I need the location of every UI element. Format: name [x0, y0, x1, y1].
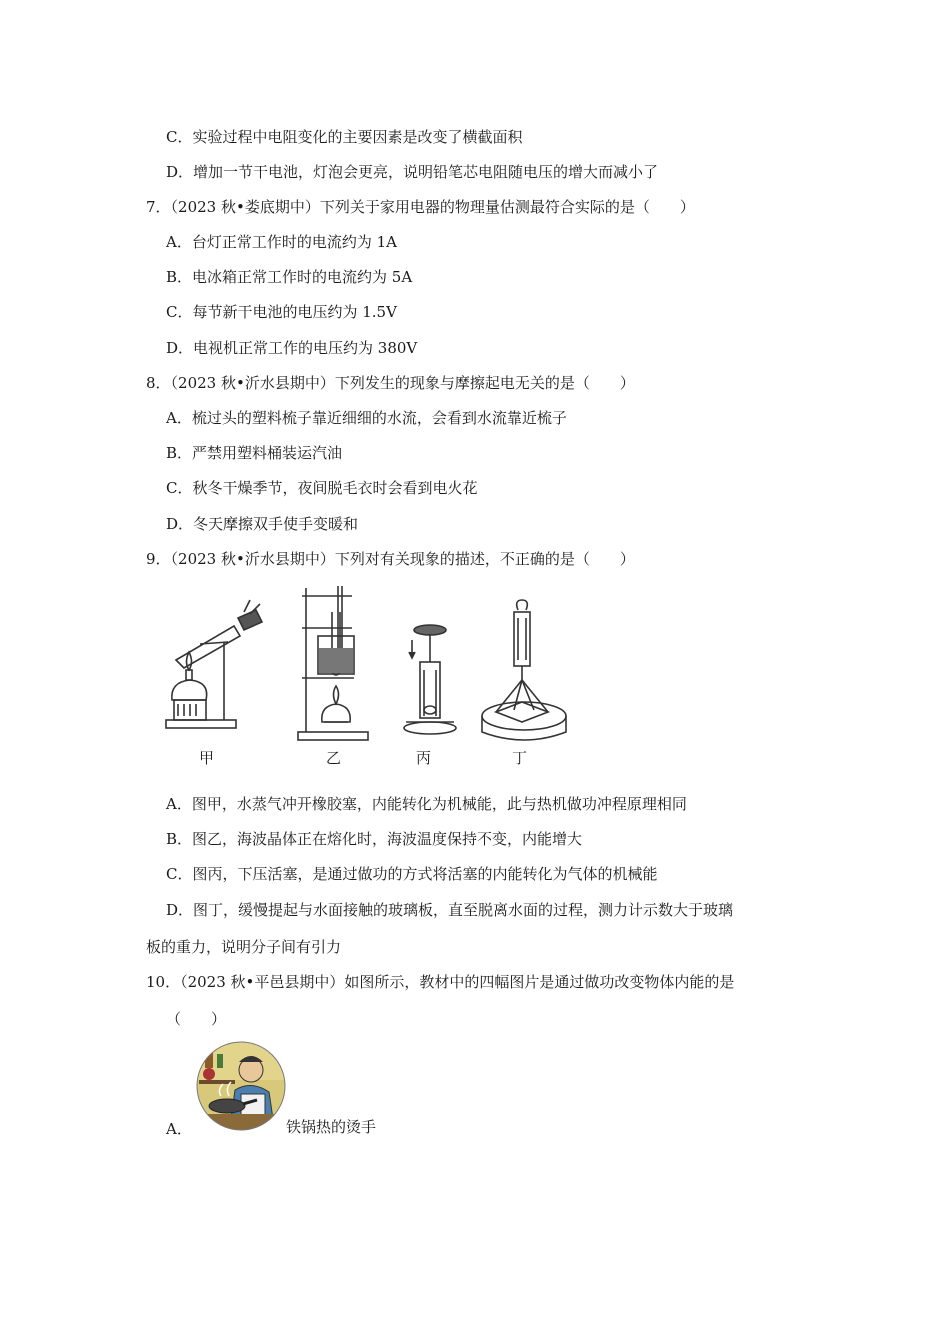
q9-option-b: B．图乙，海波晶体正在熔化时，海波温度保持不变，内能增大 — [166, 830, 583, 848]
q6-option-c: C．实验过程中电阻变化的主要因素是改变了横截面积 — [166, 128, 523, 146]
figure-label-jia: 甲 — [199, 749, 215, 767]
q7-option-a: A．台灯正常工作时的电流约为 1A — [166, 233, 397, 251]
figure-label-bing: 丙 — [416, 749, 432, 767]
q10-answer-parentheses: （ ） — [166, 1010, 227, 1028]
q10-stem: 10．（2023 秋•平邑县期中）如图所示，教材中的四幅图片是通过做功改变物体内能的是 — [146, 973, 735, 991]
q9-option-c: C．图丙，下压活塞，是通过做功的方式将活塞的内能转化为气体的机械能 — [166, 865, 658, 883]
q9-option-a: A．图甲，水蒸气冲开橡胶塞，内能转化为机械能，此与热机做功冲程原理相同 — [166, 795, 687, 813]
q8-option-a: A．梳过头的塑料梳子靠近细细的水流，会看到水流靠近梳子 — [166, 409, 567, 427]
q9-option-d-continued: 板的重力，说明分子间有引力 — [146, 938, 342, 956]
figure-label-ding: 丁 — [512, 749, 528, 767]
q6-option-d: D．增加一节干电池，灯泡会更亮，说明铅笔芯电阻随电压的增大而减小了 — [166, 163, 659, 181]
q8-option-c: C．秋冬干燥季节，夜间脱毛衣时会看到电火花 — [166, 479, 478, 497]
q8-stem: 8．（2023 秋•沂水县期中）下列发生的现象与摩擦起电无关的是（ ） — [146, 374, 635, 392]
q10-option-a-letter: A． — [166, 1120, 192, 1138]
q8-option-d: D．冬天摩擦双手使手变暖和 — [166, 515, 359, 533]
figure-bing — [400, 622, 460, 742]
figure-jia — [160, 582, 270, 742]
q8-option-b: B．严禁用塑料桶装运汽油 — [166, 444, 343, 462]
q10-option-a-caption: 铁锅热的烫手 — [286, 1118, 377, 1136]
q7-option-b: B．电冰箱正常工作时的电流约为 5A — [166, 268, 413, 286]
q7-option-d: D．电视机正常工作的电压约为 380V — [166, 339, 418, 357]
q9-option-d: D．图丁，缓慢提起与水面接触的玻璃板，直至脱离水面的过程，测力计示数大于玻璃 — [166, 901, 734, 919]
q10-option-a-image — [195, 1040, 287, 1132]
q7-stem: 7．（2023 秋•娄底期中）下列关于家用电器的物理量估测最符合实际的是（ ） — [146, 198, 695, 216]
figure-ding — [478, 598, 570, 744]
figure-yi — [292, 582, 372, 744]
q7-option-c: C．每节新干电池的电压约为 1.5V — [166, 303, 397, 321]
q9-stem: 9．（2023 秋•沂水县期中）下列对有关现象的描述，不正确的是（ ） — [146, 550, 635, 568]
figure-label-yi: 乙 — [326, 749, 342, 767]
